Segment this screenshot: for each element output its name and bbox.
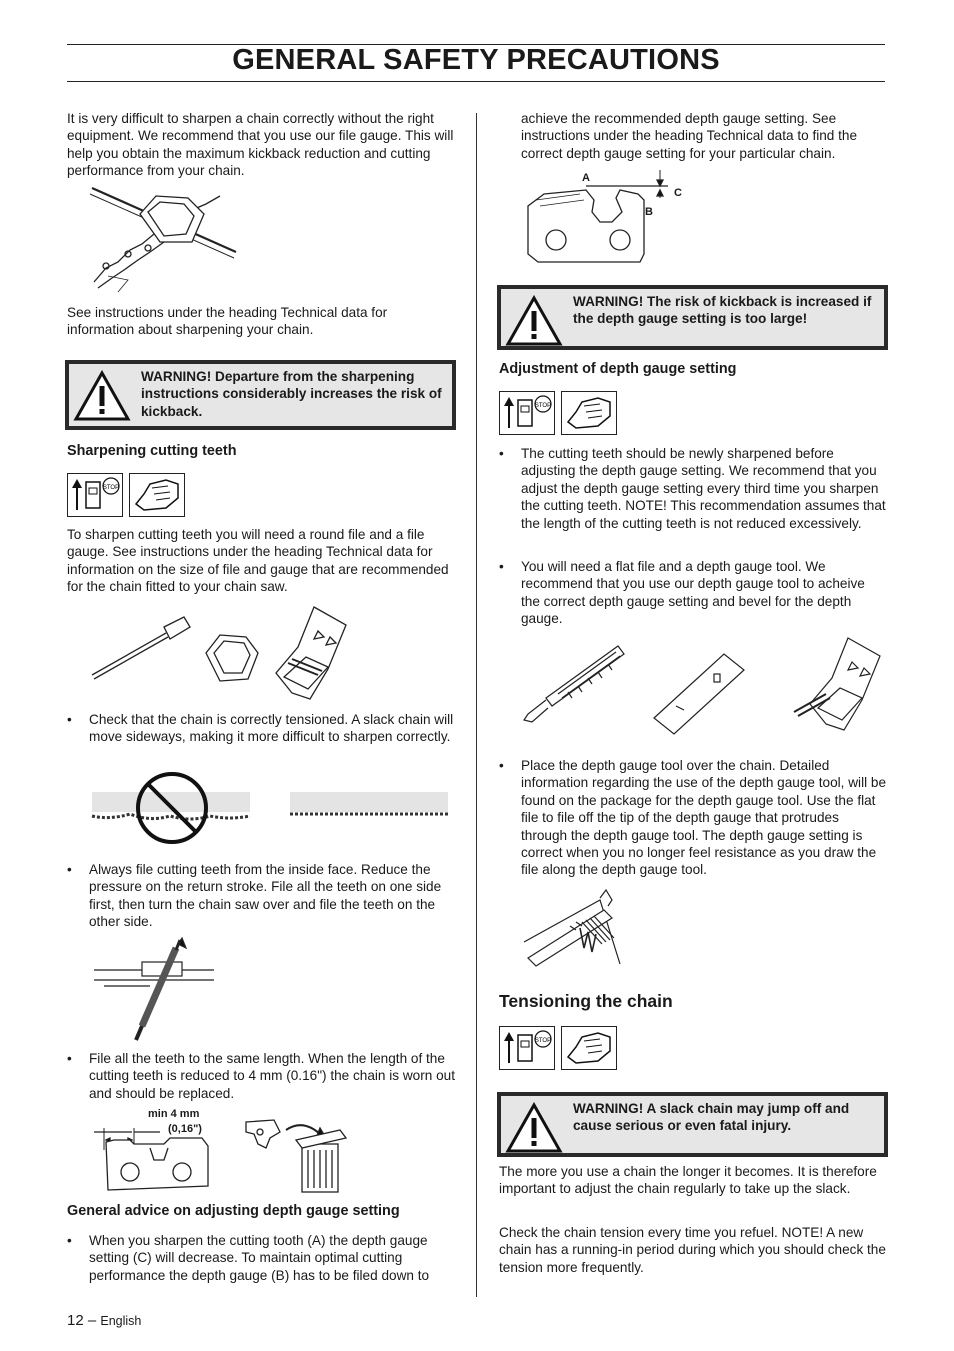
stop-engine-icon <box>499 391 555 435</box>
protective-glove-icon <box>129 473 185 517</box>
bullet-text: File all the teeth to the same length. When the length of the cutting teeth is reduced to 4 mm (0.16") the chain is worn out and should be replaced. <box>89 1051 456 1101</box>
depth-gauge-tooth-diagram <box>520 166 680 270</box>
warning-triangle-icon <box>505 295 563 347</box>
bullet-chain-tension: • Check that the chain is correctly tensioned. A slack chain will move sideways, making it more difficult to sharpen correctly. <box>67 711 457 746</box>
filing-direction-illustration <box>90 936 220 1042</box>
label-b: B <box>645 206 653 218</box>
bullet-text: You will need a flat file and a depth gauge tool. We recommend that you use our depth gauge tool to acheive the correct depth gauge setting and bevel for the depth gauge. <box>521 559 865 627</box>
bullet-text: The cutting teeth should be newly sharpened before adjusting the depth gauge setting. We recommend that you adjust the depth gauge setting every third time you sharpen the cutting teeth. NOTE! This recommendation assumes that the length of the cutting teeth is not reduced excessively. <box>521 446 886 531</box>
label-a: A <box>582 172 590 184</box>
continuation-paragraph: achieve the recommended depth gauge setting. See instructions under the heading Technical data to find the correct depth gauge setting for your particular chain. <box>521 111 858 161</box>
filing-depth-tool-illustration <box>520 886 626 970</box>
intro-paragraph: It is very difficult to sharpen a chain correctly without the right equipment. We recommend that you use our file gauge. This will help you obtain the maximum kickback reduction and cutting performance from your chain. <box>67 111 454 179</box>
see-instructions-paragraph: See instructions under the heading Technical data for information about sharpening your chain. <box>67 305 388 338</box>
worn-tooth-replace-illustration <box>90 1110 360 1196</box>
tension-paragraph-1: The more you use a chain the longer it becomes. It is therefore important to adjust the chain regularly to take up the slack. <box>499 1164 877 1197</box>
page-number: 12 – <box>67 1312 97 1329</box>
round-file-and-gauge-illustration <box>88 603 358 701</box>
svg-text:STOP: STOP <box>534 1038 552 1044</box>
bullet-text: When you sharpen the cutting tooth (A) the depth gauge setting (C) will decrease. To maintain optimal cutting performance the depth gauge (B) has to be filed down to <box>89 1233 430 1283</box>
warning-triangle-icon <box>73 370 131 422</box>
bullet-depth-gauge: • When you sharpen the cutting tooth (A) the depth gauge setting (C) will decrease. To maintain optimal cutting performance the depth gauge (B) has to be filed down to <box>67 1232 457 1284</box>
adjust-depth-heading: Adjustment of depth gauge setting <box>499 361 737 377</box>
warning-triangle-icon <box>505 1102 563 1154</box>
warning-box-depth-gauge <box>497 285 888 350</box>
bullet-text: Place the depth gauge tool over the chain. Detailed information regarding the use of the depth gauge tool, will be found on the package for the depth gauge tool. Use the flat file to file off the tip of the depth gauge that protrudes through the depth gauge tool. The depth gauge setting is correct when you no longer feel resistance as you draw the file along the depth gauge tool. <box>521 758 887 878</box>
sharpening-paragraph: To sharpen cutting teeth you will need a round file and a file gauge. See instructions under the heading Technical data for information on the size of file and gauge that are recommended for the chain fitted to your chain saw. <box>67 527 449 595</box>
warning-text: WARNING! A slack chain may jump off and cause serious or even fatal injury. <box>573 1101 850 1134</box>
file-gauge-on-chain-illustration <box>88 184 240 294</box>
bullet-newly-sharpened: • The cutting teeth should be newly sharpened before adjusting the depth gauge setting. We recommend that you adjust the depth gauge setting every third time you sharpen the cutting teeth. NOTE! This recommendation assumes that the length of the cutting teeth is not reduced excessively. <box>499 446 886 531</box>
sharpening-heading: Sharpening cutting teeth <box>67 443 237 459</box>
depth-gauge-advice-heading: General advice on adjusting depth gauge setting <box>67 1203 400 1219</box>
svg-text:STOP: STOP <box>534 403 552 409</box>
bullet-file-inside: • Always file cutting teeth from the inside face. Reduce the pressure on the return stroke. File all the teeth on one side first, then turn the chain saw over and file the teeth on the other side. <box>67 861 457 931</box>
warning-text: WARNING! The risk of kickback is increased if the depth gauge setting is too large! <box>573 294 872 327</box>
slack-vs-tight-chain-illustration <box>90 770 452 850</box>
bullet-flat-file: • You will need a flat file and a depth gauge tool. We recommend that you use our depth gauge tool to acheive the correct depth gauge setting and bevel for the depth gauge. <box>499 558 887 628</box>
warning-text: WARNING! Departure from the sharpening instructions considerably increases the risk of kickback. <box>141 369 442 419</box>
footer-language: English <box>100 1314 142 1328</box>
warning-box-slack-chain <box>497 1092 888 1157</box>
tension-paragraph-2: Check the chain tension every time you refuel. NOTE! A new chain has a running-in period during which you should check the tension more frequently. <box>499 1225 886 1275</box>
bullet-text: Check that the chain is correctly tensioned. A slack chain will move sideways, making it more difficult to sharpen correctly. <box>89 712 454 745</box>
label-c: C <box>674 187 682 199</box>
min-length-inch-label: (0,16") <box>168 1123 202 1135</box>
svg-text:STOP: STOP <box>102 485 120 491</box>
min-length-label: min 4 mm <box>148 1108 200 1120</box>
flat-file-and-depth-tool-illustration <box>518 634 886 746</box>
column-divider <box>476 113 477 1297</box>
page-title: GENERAL SAFETY PRECAUTIONS <box>232 44 720 76</box>
bullet-text: Always file cutting teeth from the inside face. Reduce the pressure on the return stroke. File all the teeth on one side first, then turn the chain saw over and file the teeth on the other side. <box>89 862 442 930</box>
bullet-same-length: • File all the teeth to the same length. When the length of the cutting teeth is reduced to 4 mm (0.16") the chain is worn out and should be replaced. <box>67 1051 456 1101</box>
header-bottom-rule <box>67 81 885 82</box>
page-footer <box>67 1312 141 1329</box>
warning-box-sharpening <box>65 360 456 430</box>
tensioning-heading: Tensioning the chain <box>499 991 673 1011</box>
stop-engine-icon <box>67 473 123 517</box>
stop-engine-icon <box>499 1026 555 1070</box>
bullet-place-tool: • Place the depth gauge tool over the chain. Detailed information regarding the use of the depth gauge tool, will be found on the package for the depth gauge tool. Use the flat file to file off the tip of the depth gauge that protrudes through the depth gauge tool. The depth gauge setting is correct when you no longer feel resistance as you draw the file along the depth gauge tool. <box>499 758 887 878</box>
protective-glove-icon <box>561 1026 617 1070</box>
protective-glove-icon <box>561 391 617 435</box>
